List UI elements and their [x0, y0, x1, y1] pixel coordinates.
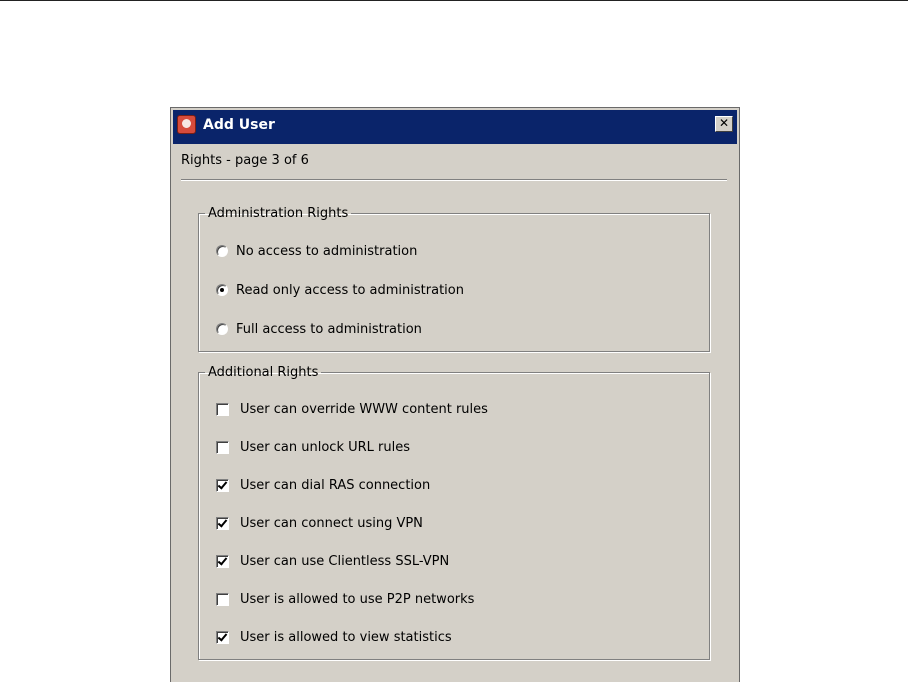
checkbox-connect-using-vpn[interactable] [216, 513, 423, 533]
radio-button[interactable] [216, 323, 228, 335]
checkbox[interactable] [216, 479, 229, 492]
checkbox[interactable] [216, 631, 229, 644]
checkbox-p2p-networks[interactable] [216, 589, 474, 609]
radio-full-access[interactable] [216, 319, 422, 339]
checkbox[interactable] [216, 403, 229, 416]
checkbox-override-www-content-rules[interactable] [216, 399, 488, 419]
checkbox-label: User can unlock URL rules [240, 439, 410, 455]
checkbox-unlock-url-rules[interactable] [216, 437, 410, 457]
checkbox-label: User is allowed to use P2P networks [240, 591, 475, 607]
checkbox-label: User can override WWW content rules [240, 401, 488, 417]
radio-read-only-access[interactable] [216, 280, 464, 300]
page-indicator: Rights - page 3 of 6 [181, 153, 309, 168]
top-divider [0, 0, 908, 1]
checkbox-label: User is allowed to view statistics [240, 629, 452, 645]
radio-button[interactable] [216, 284, 228, 296]
checkbox[interactable] [216, 517, 229, 530]
radio-label: Read only access to administration [236, 282, 464, 298]
checkbox-clientless-ssl-vpn[interactable] [216, 551, 449, 571]
header-separator [181, 179, 727, 181]
administration-rights-group [198, 206, 710, 352]
additional-rights-group [198, 365, 710, 660]
checkbox[interactable] [216, 593, 229, 606]
close-button[interactable]: ✕ [715, 116, 733, 132]
radio-label: Full access to administration [236, 321, 422, 337]
dialog-title: Add User [203, 117, 275, 133]
checkbox[interactable] [216, 555, 229, 568]
checkbox-label: User can connect using VPN [240, 515, 423, 531]
checkbox-label: User can use Clientless SSL-VPN [240, 553, 450, 569]
checkbox-dial-ras-connection[interactable] [216, 475, 430, 495]
radio-button[interactable] [216, 245, 228, 257]
radio-label: No access to administration [236, 243, 418, 259]
administration-rights-legend: Administration Rights [208, 206, 349, 221]
add-user-dialog [170, 107, 740, 682]
checkbox-label: User can dial RAS connection [240, 477, 431, 493]
additional-rights-legend: Additional Rights [208, 365, 319, 380]
radio-no-access[interactable] [216, 241, 417, 261]
app-icon [177, 115, 196, 134]
title-bar[interactable] [173, 110, 737, 144]
checkbox-view-statistics[interactable] [216, 627, 452, 647]
checkbox[interactable] [216, 441, 229, 454]
